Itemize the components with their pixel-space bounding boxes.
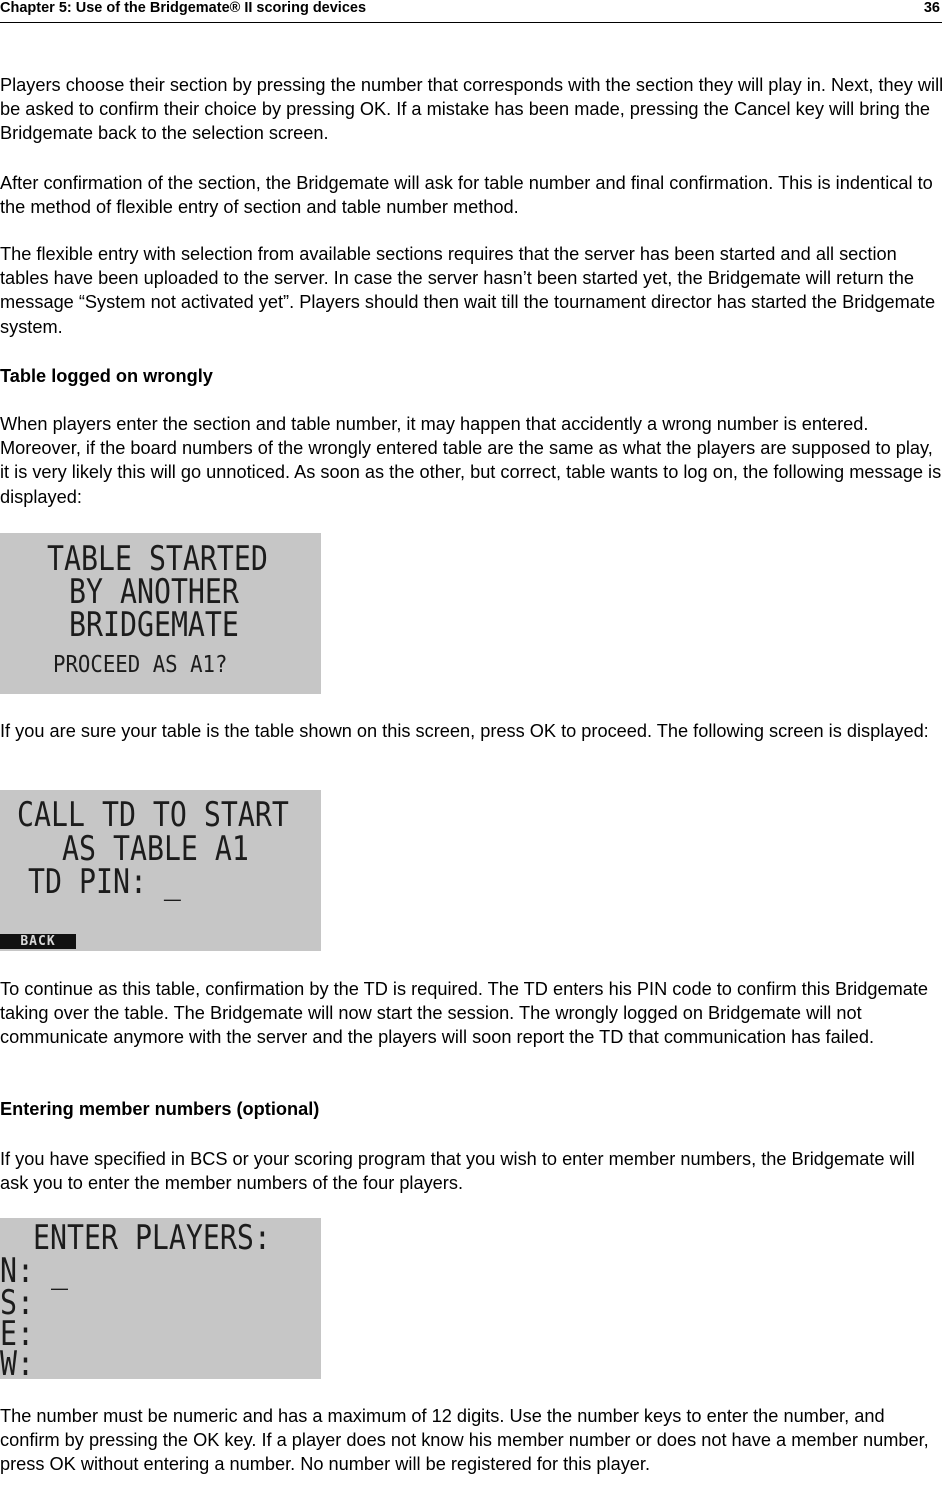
- lcd-line: N: _: [0, 1251, 68, 1291]
- lcd-line: TD PIN: _: [28, 862, 181, 902]
- lcd-line: PROCEED AS A1?: [53, 652, 228, 678]
- lcd-line: BRIDGEMATE: [69, 605, 239, 645]
- paragraph-member-numbers: If you have specified in BCS or your scoring program that you wish to enter member numbers, the Bridgemate will ask you to enter the member numbers of the four players.: [0, 1149, 915, 1194]
- lcd-line: E:: [0, 1314, 34, 1354]
- chapter-title: Chapter 5: Use of the Bridgemate® II scoring devices: [0, 0, 367, 16]
- lcd-back-key-label: BACK: [0, 934, 76, 949]
- lcd-line: TABLE STARTED: [47, 539, 268, 579]
- paragraph-proceed: If you are sure your table is the table shown on this screen, press OK to proceed. The following screen is displayed:: [0, 721, 929, 741]
- page-header: [0, 0, 942, 23]
- lcd-line: BY ANOTHER: [69, 572, 239, 612]
- lcd-line: S:: [0, 1283, 34, 1323]
- heading-entering-member-numbers: Entering member numbers (optional): [0, 1099, 320, 1119]
- lcd-line: W:: [0, 1344, 34, 1379]
- paragraph-section-confirmation: After confirmation of the section, the Bridgemate will ask for table number and final confirmation. This is indentical to the method of flexible entry of section and table number method.: [0, 173, 933, 218]
- paragraph-section-choice: Players choose their section by pressing the number that corresponds with the section they will play in. Next, they will be asked to confirm their choice by pressing OK. If a mistake has been made, pressing the Cancel key will bring the Bridgemate back to the selection screen.: [0, 75, 944, 144]
- paragraph-server-requirement: The flexible entry with selection from available sections requires that the server has been started and all section tables have been uploaded to the server. In case the server hasn’t been started yet, the Bridgemate will return the message “System not activated yet”. Players should then wait till the tournament director has started the Bridgemate system.: [0, 244, 936, 337]
- lcd-line: AS TABLE A1: [62, 829, 249, 869]
- lcd-screen-call-td: [0, 790, 321, 951]
- lcd-line: ENTER PLAYERS:: [33, 1218, 271, 1258]
- lcd-screen-table-started: [0, 533, 321, 694]
- paragraph-number-format: The number must be numeric and has a maximum of 12 digits. Use the number keys to enter the number, and confirm by pressing the OK key. If a player does not know his member number or does not have a member number, press OK without entering a number. No number will be registered for this player.: [0, 1406, 929, 1475]
- lcd-line: CALL TD TO START: [17, 795, 289, 835]
- paragraph-wrong-table: When players enter the section and table number, it may happen that accidently a wrong number is entered. Moreover, if the board numbers of the wrongly entered table are the same as what the players are supposed to play, it is very likely this will go unnoticed. As soon as the other, but correct, table wants to log on, the following message is displayed:: [0, 414, 942, 507]
- paragraph-td-confirmation: To continue as this table, confirmation by the TD is required. The TD enters his PIN code to confirm this Bridgemate taking over the table. The Bridgemate will now start the session. The wrongly logged on Bridgemate will not communicate anymore with the server and the players will soon report the TD that communication has failed.: [0, 979, 929, 1048]
- heading-table-logged-wrongly: Table logged on wrongly: [0, 366, 213, 386]
- page-number: 36: [923, 0, 940, 16]
- lcd-screen-enter-players: [0, 1218, 321, 1379]
